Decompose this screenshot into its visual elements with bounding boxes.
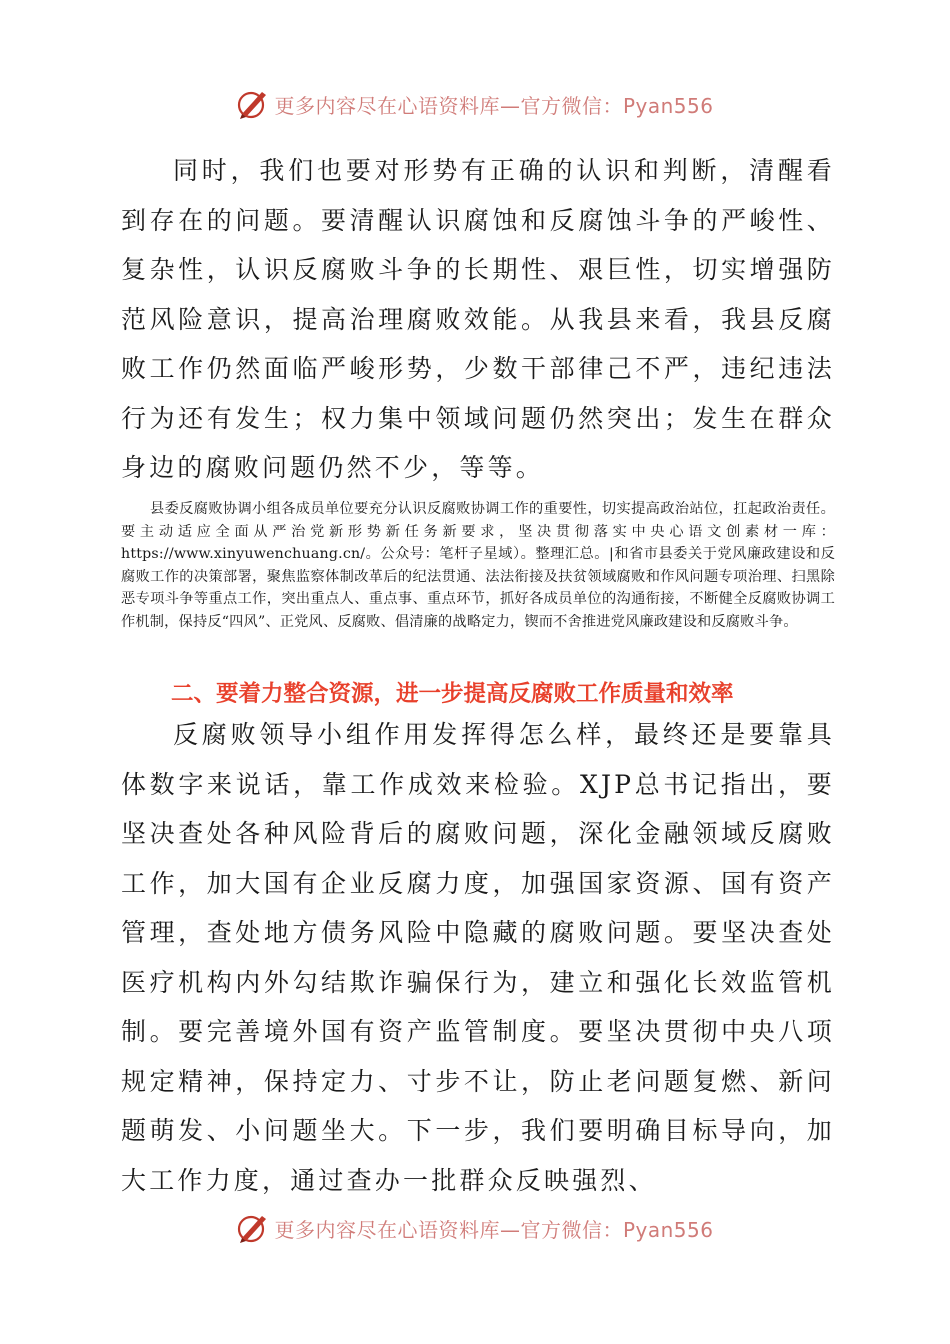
footer-banner <box>0 1208 950 1248</box>
body-paragraph-2: 反腐败领导小组作用发挥得怎么样，最终还是要靠具体数字来说话，靠工作成效来检验。XJP总书记指出，要坚决查处各种风险背后的腐败问题，深化金融领域反腐败工作，加大国有企业反腐力度，加强国家资源、国有资产管理，查处地方债务风险中隐藏的腐败问题。要坚决查处医疗机构内外勾结欺诈骗保行为，建立和强化长效监管机制。要完善境外国有资产监管制度。要坚决贯彻中央八项规定精神，保持定力、寸步不让，防止老问题复燃、新问题萌发、小问题坐大。下一步，我们要明确目标导向，加大工作力度，通过查办一批群众反映强烈、 <box>121 720 835 1195</box>
body-paragraph-small: 县委反腐败协调小组各成员单位要充分认识反腐败协调工作的重要性，切实提高政治站位，扛起政治责任。要主动适应全面从严治党新形势新任务新要求，坚决贯彻落实中央心语文创素材一库：https://www.xinyuwenchuang.cn/。公众号：笔杆子星域）。整理汇总。|和省市县委关于党风廉政建设和反腐败工作的决策部署，聚焦监察体制改革后的纪法贯通、法法衔接及扶贫领域腐败和作风问题专项治理、扫黑除恶专项斗争等重点工作，突出重点人、重点事、重点环节，抓好各成员单位的沟通衔接，不断健全反腐败协调工作机制，保持反“四风”、正党风、反腐败、倡清廉的战略定力，锲而不舍推进党风廉政建设和反腐败斗争。 <box>121 501 835 630</box>
pen-circle-logo-icon <box>236 87 270 121</box>
header-banner <box>0 84 950 124</box>
body-paragraph-1: 同时，我们也要对形势有正确的认识和判断，清醒看到存在的问题。要清醒认识腐蚀和反腐蚀斗争的严峻性、复杂性，认识反腐败斗争的长期性、艰巨性，切实增强防范风险意识，提高治理腐败效能。从我县来看，我县反腐败工作仍然面临严峻形势，少数干部律己不严，违纪违法行为还有发生；权力集中领域问题仍然突出；发生在群众身边的腐败问题仍然不少，等等。 <box>121 156 835 482</box>
header-banner-text: 更多内容尽在心语资料库—官方微信：Pyan556 <box>274 93 714 118</box>
pen-circle-logo-icon <box>236 1211 270 1245</box>
footer-banner-text: 更多内容尽在心语资料库—官方微信：Pyan556 <box>274 1217 714 1242</box>
section-heading: 二、要着力整合资源，进一步提高反腐败工作质量和效率 <box>171 681 734 707</box>
